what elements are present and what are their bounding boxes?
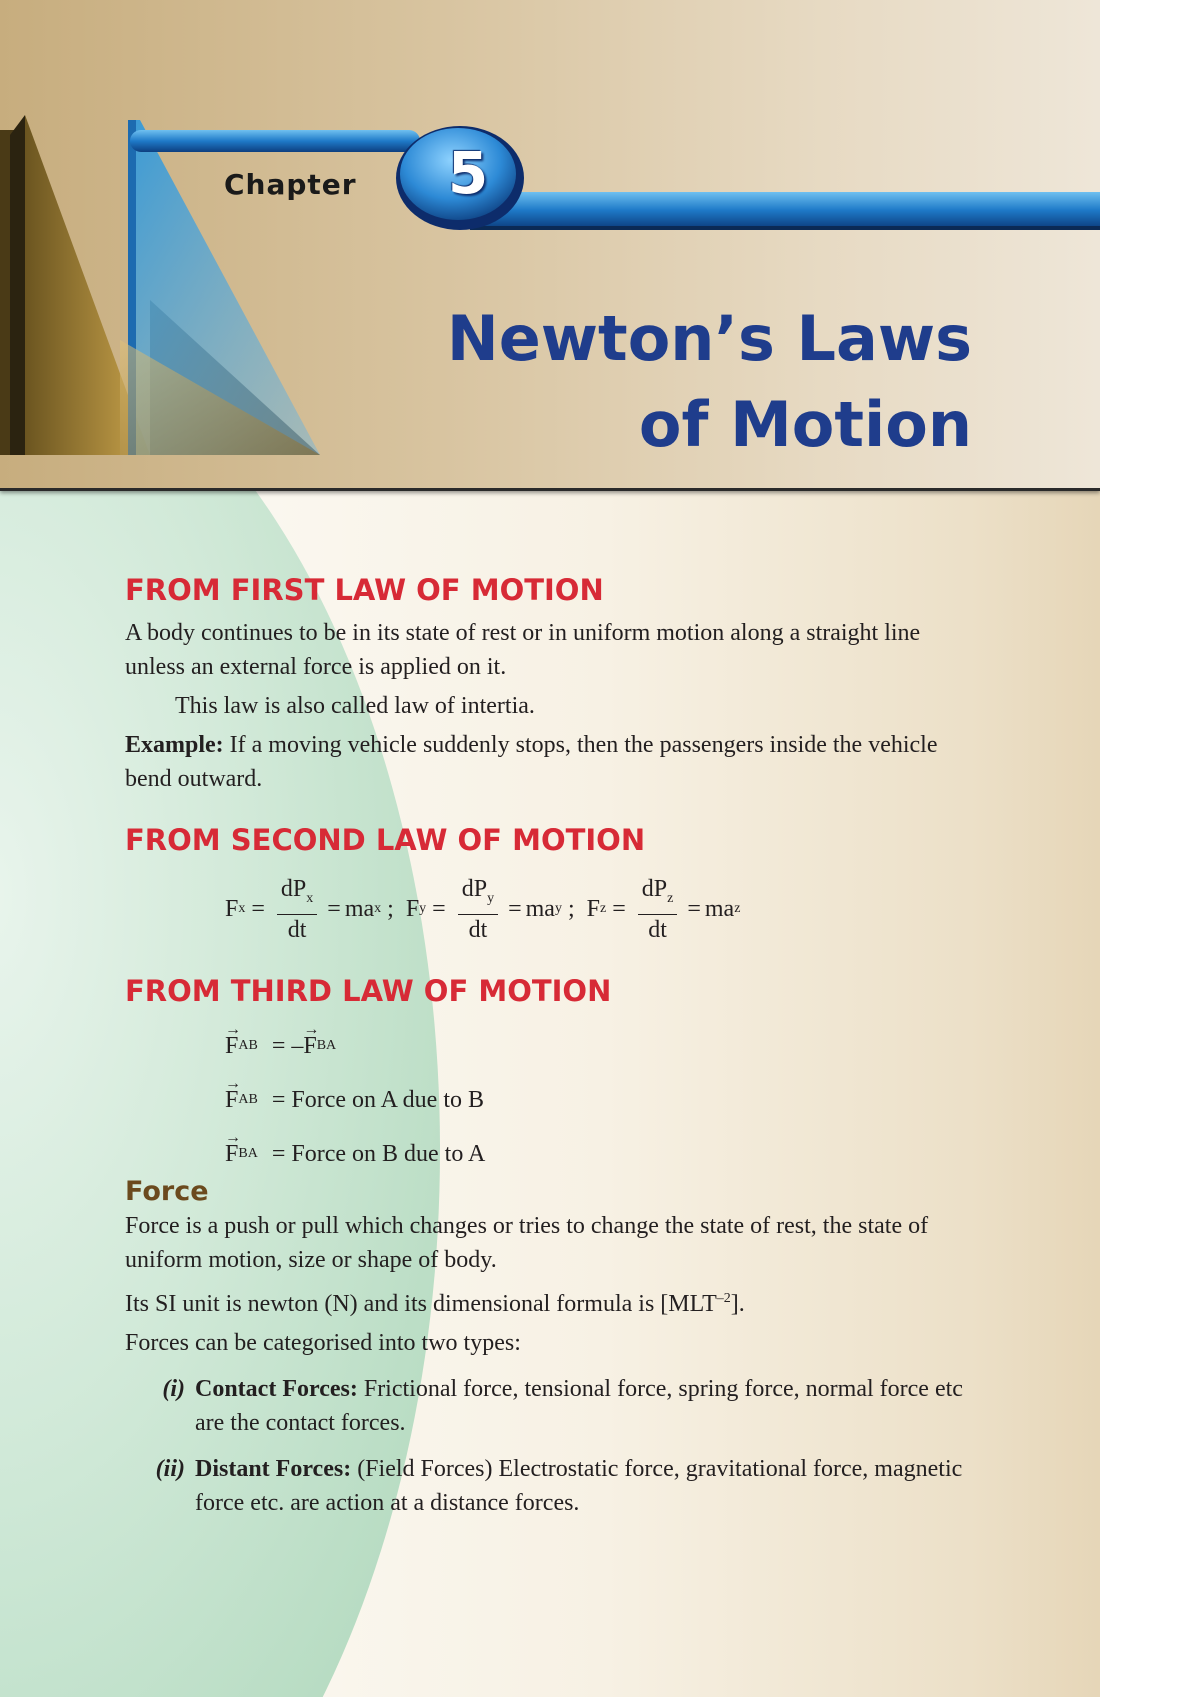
chapter-content	[125, 570, 975, 1526]
force-definition: Force is a push or pull which changes or tries to change the state of rest, the state of uniform motion, size or shape of body.	[125, 1212, 929, 1273]
fraction-dpx-dt: $\frac{dP_x}{dt}$	[277, 874, 317, 945]
vector-f-ab: → F	[225, 1083, 238, 1117]
list-marker: (ii)	[155, 1455, 185, 1482]
chapter-number: 5	[447, 139, 489, 207]
page-title	[372, 296, 972, 468]
page-margin	[1100, 0, 1200, 1697]
chapter-header	[0, 0, 1100, 491]
third-law-equation: → F AB = – → F BA	[225, 1029, 975, 1063]
section-heading-first-law: FROM FIRST LAW OF MOTION	[125, 573, 604, 607]
third-law-fab-definition: → F AB = Force on A due to B	[225, 1083, 975, 1117]
list-item-text: Frictional force, tensional force, spring force, normal force etc are the contact forces.	[195, 1375, 963, 1436]
first-law-text: A body continues to be in its state of rest or in uniform motion along a straight line unless an external force is applied on it.	[125, 620, 921, 680]
equation-fx: F x = $\frac{dP_x}{dt}$ = ma x ;	[225, 876, 394, 943]
first-law-inertia-note: This law is also called law of intertia.	[175, 693, 535, 719]
title-line-1: Newton’s Laws	[446, 302, 972, 375]
list-item-text: (Field Forces) Electrostatic force, gravitational force, magnetic force etc. are action at a distance forces.	[195, 1455, 963, 1516]
equation-fz: F z = $\frac{dP_z}{dt}$ = ma z	[586, 876, 741, 943]
list-item-label: Distant Forces:	[195, 1455, 352, 1482]
subsection-heading-force: Force	[125, 1175, 209, 1207]
vector-f-ba: → F	[303, 1029, 316, 1063]
vector-f-ba: → F	[225, 1137, 238, 1171]
second-law-equations	[225, 874, 975, 945]
list-item	[125, 1372, 975, 1440]
force-si-unit: Its SI unit is newton (N) and its dimensional formula is $[MLT^{-2}]$.	[125, 1290, 745, 1317]
example-text: If a moving vehicle suddenly stops, then the passengers inside the vehicle bend outward.	[125, 732, 938, 792]
fraction-dpz-dt: $\frac{dP_z}{dt}$	[638, 874, 678, 945]
section-heading-second-law: FROM SECOND LAW OF MOTION	[125, 823, 646, 857]
title-line-2: of Motion	[638, 388, 972, 461]
equation-fy: F y = $\frac{dP_y}{dt}$ = ma y ;	[405, 876, 575, 943]
force-types-intro: Forces can be categorised into two types:	[125, 1329, 521, 1356]
list-marker: (i)	[162, 1375, 185, 1402]
first-law-example	[125, 728, 975, 796]
third-law-fba-definition: → F BA = Force on B due to A	[225, 1137, 975, 1171]
section-heading-third-law: FROM THIRD LAW OF MOTION	[125, 973, 612, 1008]
list-item-label: Contact Forces:	[195, 1375, 358, 1402]
chapter-label: Chapter	[224, 168, 357, 201]
list-item	[125, 1452, 975, 1520]
fraction-dpy-dt: $\frac{dP_y}{dt}$	[458, 874, 498, 945]
example-label: Example:	[125, 732, 224, 758]
vector-f-ab: → F	[225, 1029, 238, 1063]
